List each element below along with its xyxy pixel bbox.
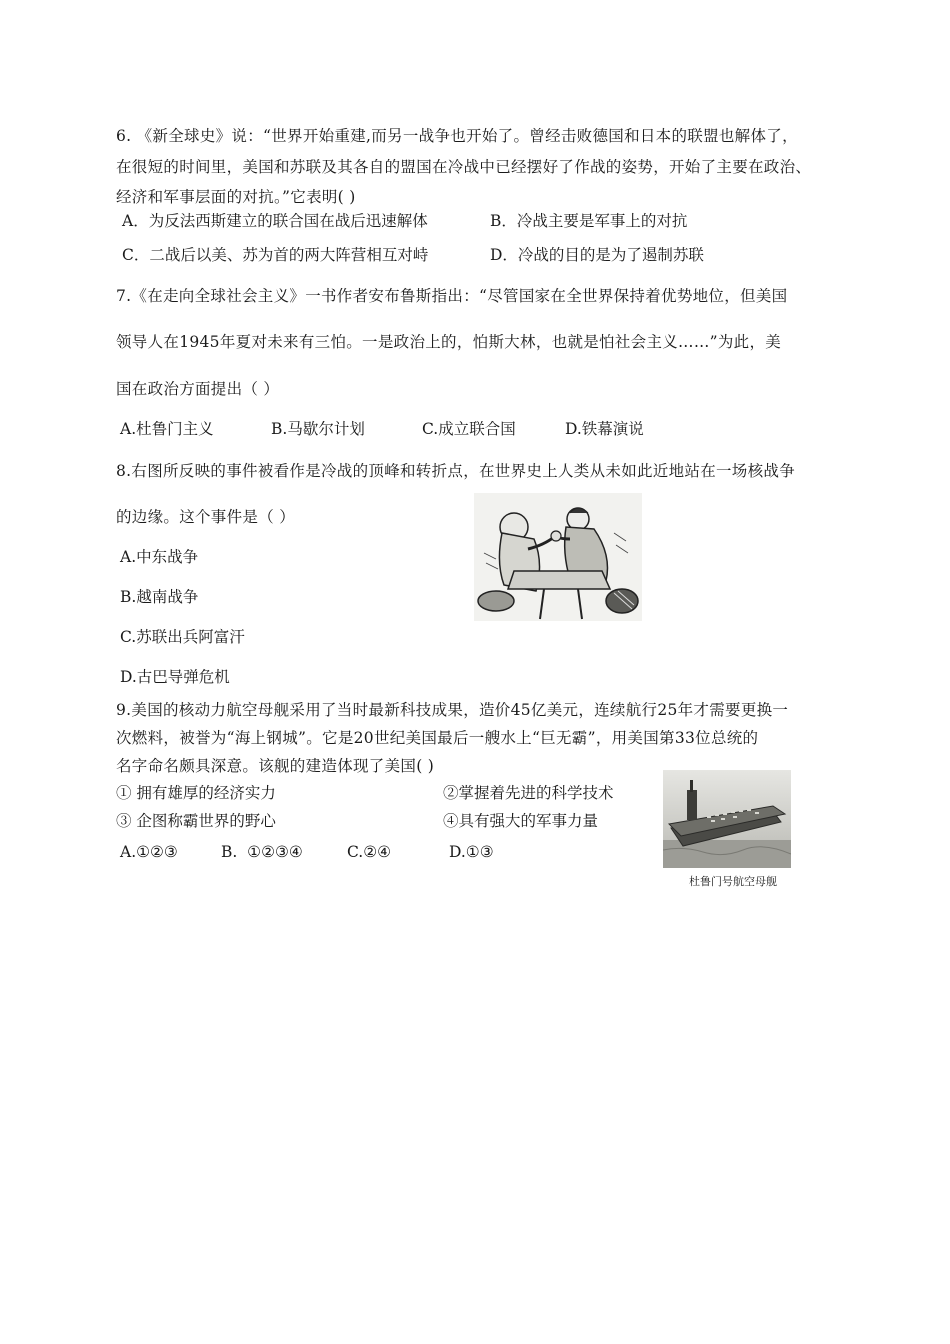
q8-option-b: B.越南战争 [120, 588, 199, 606]
aircraft-carrier-photo [663, 770, 791, 868]
q6-stem-line-1: 6. 《新全球史》说：“世界开始重建,而另一战争也开始了。曾经击败德国和日本的联盟也解体了， [116, 127, 798, 145]
q7-option-d: D.铁幕演说 [565, 420, 644, 438]
q9-item-1: ① 拥有雄厚的经济实力 [116, 784, 276, 802]
q9-option-b: B. ①②③④ [221, 843, 303, 861]
q8-option-c: C.苏联出兵阿富汗 [120, 628, 245, 646]
q9-item-2: ②掌握着先进的科学技术 [443, 784, 614, 802]
q8-option-d: D.古巴导弹危机 [120, 668, 230, 686]
q6-option-b: B．冷战主要是军事上的对抗 [490, 212, 688, 230]
cartoon-illustration [474, 493, 642, 621]
q7-option-a: A.杜鲁门主义 [120, 420, 214, 438]
q6-stem-line-3: 经济和军事层面的对抗。”它表明( ) [116, 188, 356, 206]
q7-stem-line-1: 7.《在走向全球社会主义》一书作者安布鲁斯指出：“尽管国家在全世界保持着优势地位，但美国 [116, 287, 788, 305]
q7-stem-line-3: 国在政治方面提出（ ） [116, 380, 280, 398]
q9-stem-line-1: 9.美国的核动力航空母舰采用了当时最新科技成果，造价45亿美元，连续航行25年才需要更换一 [116, 701, 789, 719]
q8-option-a: A.中东战争 [120, 548, 199, 566]
q7-option-c: C.成立联合国 [422, 420, 516, 438]
q9-item-3: ③ 企图称霸世界的野心 [116, 812, 276, 830]
aircraft-carrier-icon [663, 770, 791, 868]
q6-option-c: C．二战后以美、苏为首的两大阵营相互对峙 [122, 246, 429, 264]
q6-stem-line-2: 在很短的时间里，美国和苏联及其各自的盟国在冷战中已经摆好了作战的姿势，开始了主要在政治、 [116, 158, 812, 176]
q9-stem-line-3: 名字命名颇具深意。该舰的建造体现了美国( ) [116, 757, 435, 775]
q8-stem-line-2: 的边缘。这个事件是（ ） [116, 508, 296, 526]
q7-stem-line-2: 领导人在1945年夏对未来有三怕。一是政治上的，怕斯大林，也就是怕社会主义……”为此，美 [116, 333, 782, 351]
q6-option-d: D．冷战的目的是为了遏制苏联 [490, 246, 704, 264]
q9-item-4: ④具有强大的军事力量 [443, 812, 599, 830]
q9-option-c: C.②④ [347, 843, 392, 861]
arm-wrestling-cartoon-icon [474, 493, 642, 621]
q8-stem-line-1: 8.右图所反映的事件被看作是冷战的顶峰和转折点，在世界史上人类从未如此近地站在一场核战争 [116, 462, 795, 480]
q7-option-b: B.马歇尔计划 [271, 420, 365, 438]
carrier-caption: 杜鲁门号航空母舰 [689, 875, 777, 888]
q9-option-d: D.①③ [449, 843, 494, 861]
q9-option-a: A.①②③ [120, 843, 178, 861]
q6-option-a: A．为反法西斯建立的联合国在战后迅速解体 [122, 212, 428, 230]
q9-stem-line-2: 次燃料，被誉为“海上钢城”。它是20世纪美国最后一艘水上“巨无霸”，用美国第33位总统的 [116, 729, 759, 747]
